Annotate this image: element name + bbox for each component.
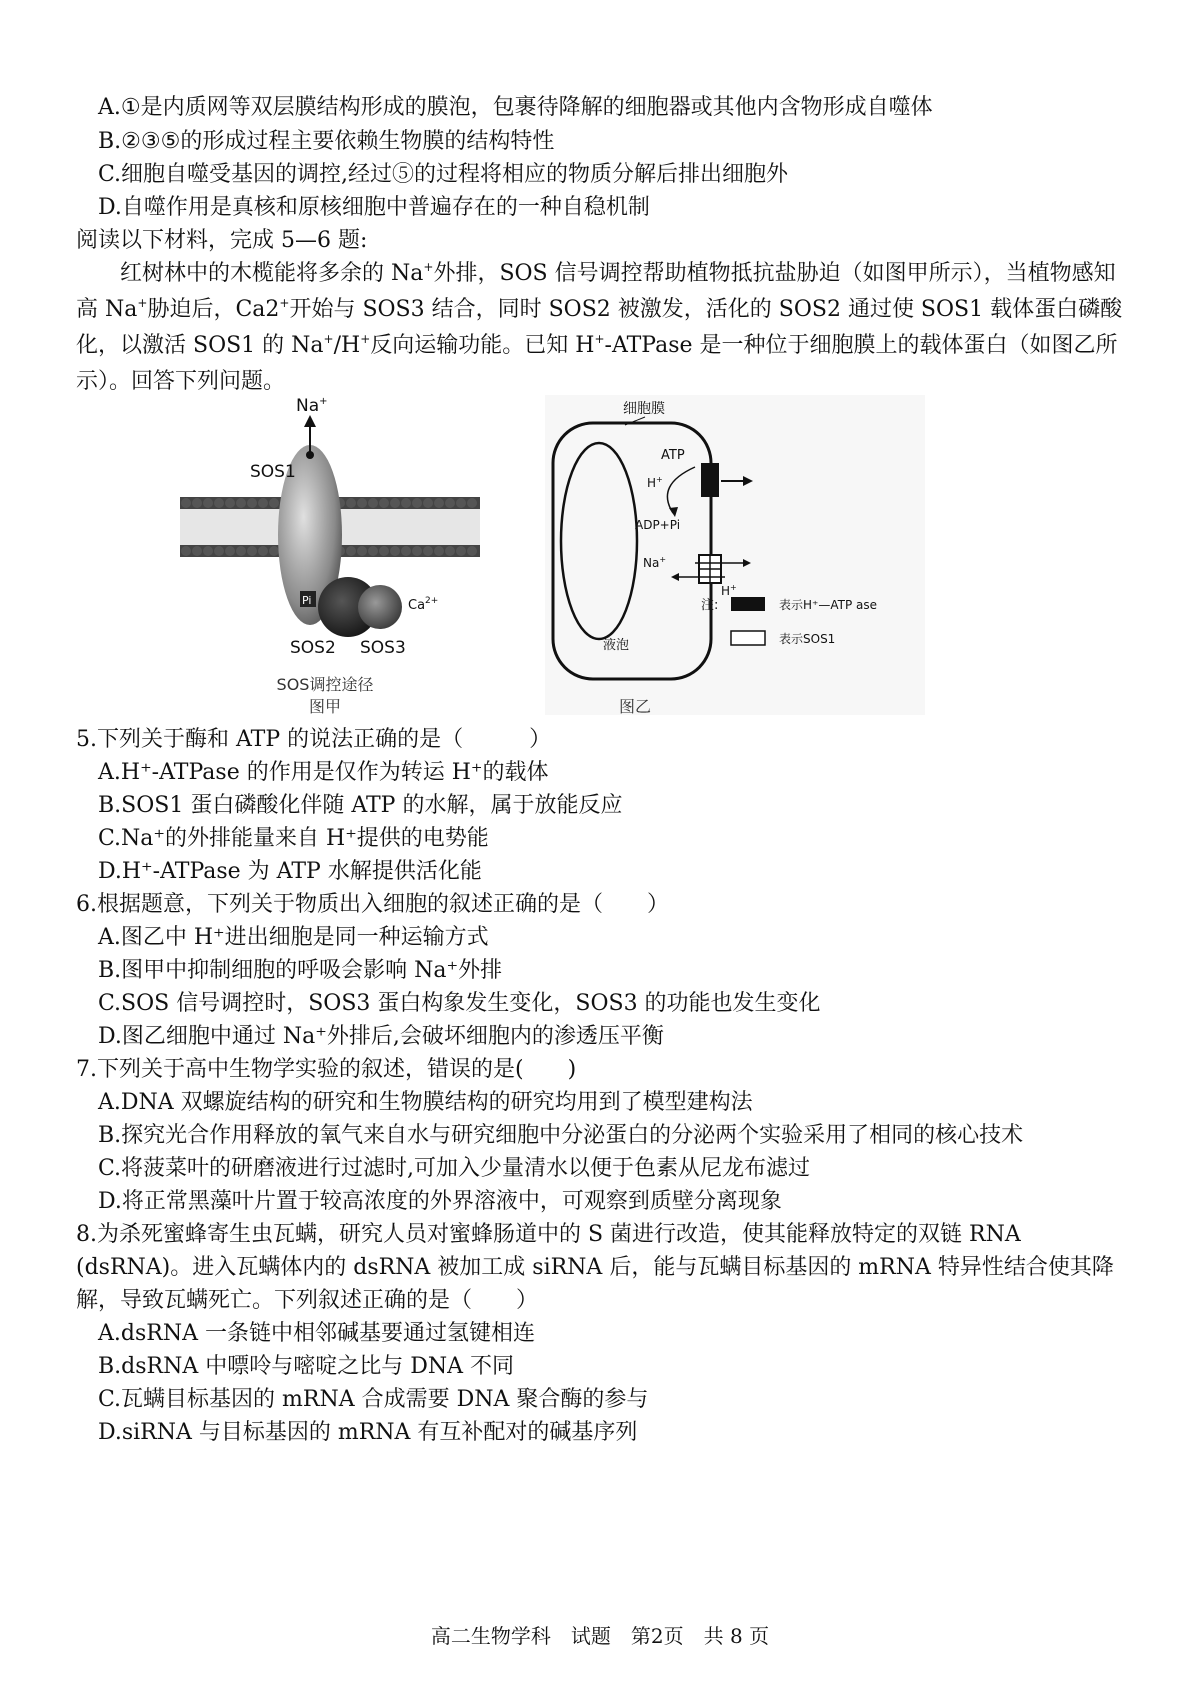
- q6-option-a: A.图乙中 H⁺进出细胞是同一种运输方式: [98, 925, 489, 950]
- h-label-bottom: H+: [721, 583, 737, 598]
- q5-stem: 5.下列关于酶和 ATP 的说法正确的是（ ）: [76, 727, 552, 752]
- q5-option-d: D.H⁺-ATPase 为 ATP 水解提供活化能: [98, 859, 482, 884]
- lipid-head: [467, 546, 477, 556]
- na-label-fig2: Na+: [643, 555, 667, 570]
- na-label: Na+: [296, 396, 328, 416]
- lipid-head: [203, 546, 213, 556]
- atp-label: ATP: [661, 448, 685, 463]
- q8-stem-line3: 解，导致瓦螨死亡。下列叙述正确的是（ ）: [76, 1288, 539, 1313]
- lipid-head: [357, 546, 367, 556]
- q4-option-c: C.细胞自噬受基因的调控,经过⑤的过程将相应的物质分解后排出细胞外: [98, 162, 789, 187]
- lipid-head: [203, 498, 213, 508]
- lipid-head: [247, 498, 257, 508]
- lipid-head: [181, 498, 191, 508]
- legend-atpase-swatch: [731, 597, 765, 611]
- lipid-head: [225, 546, 235, 556]
- q4-option-d: D.自噬作用是真核和原核细胞中普遍存在的一种自稳机制: [98, 195, 650, 220]
- q8-option-a: A.dsRNA 一条链中相邻碱基要通过氢键相连: [98, 1321, 535, 1346]
- lipid-head: [269, 546, 279, 556]
- lipid-head: [390, 546, 400, 556]
- lipid-head: [236, 498, 246, 508]
- q8-option-b: B.dsRNA 中嘌呤与嘧啶之比与 DNA 不同: [98, 1354, 514, 1379]
- lipid-head: [258, 498, 268, 508]
- lipid-head: [269, 498, 279, 508]
- vacuole-label: 液泡: [603, 638, 630, 653]
- material-intro: 阅读以下材料，完成 5—6 题:: [76, 228, 368, 253]
- lipid-head: [401, 546, 411, 556]
- lipid-head: [434, 498, 444, 508]
- figure-a-caption-1: SOS调控途径: [276, 675, 374, 694]
- q7-option-c: C.将菠菜叶的研磨液进行过滤时,可加入少量清水以便于色素从尼龙布滤过: [98, 1156, 811, 1181]
- lipid-head: [258, 546, 268, 556]
- lipid-head: [390, 498, 400, 508]
- lipid-head: [346, 498, 356, 508]
- q7-option-d: D.将正常黑藻叶片置于较高浓度的外界溶液中，可观察到质壁分离现象: [98, 1189, 782, 1214]
- lipid-head: [467, 498, 477, 508]
- lipid-head: [434, 546, 444, 556]
- lipid-head: [401, 498, 411, 508]
- lipid-head: [423, 498, 433, 508]
- q6-option-b: B.图甲中抑制细胞的呼吸会影响 Na⁺外排: [98, 958, 503, 983]
- q6-option-c: C.SOS 信号调控时，SOS3 蛋白构象发生变化，SOS3 的功能也发生变化: [98, 991, 821, 1016]
- lipid-head: [192, 546, 202, 556]
- lipid-head: [379, 546, 389, 556]
- figure-b-caption: 图乙: [618, 697, 651, 716]
- sos3-protein: [358, 585, 402, 629]
- q7-option-b: B.探究光合作用释放的氧气来自水与研究细胞中分泌蛋白的分泌两个实验采用了相同的核心技术: [98, 1123, 1024, 1148]
- q8-option-d: D.siRNA 与目标基因的 mRNA 有互补配对的碱基序列: [98, 1420, 638, 1445]
- sos3-label: SOS3: [360, 638, 406, 658]
- q7-option-a: A.DNA 双螺旋结构的研究和生物膜结构的研究均用到了模型建构法: [98, 1090, 753, 1115]
- ca-label: $Ca^{2+}$: [408, 596, 439, 613]
- h-label-top: H+: [647, 475, 663, 490]
- q4-option-b: B.②③⑤的形成过程主要依赖生物膜的结构特性: [98, 129, 555, 154]
- lipid-head: [236, 546, 246, 556]
- lipid-head: [192, 498, 202, 508]
- h-atpase-pump: [701, 463, 719, 497]
- lipid-head: [181, 546, 191, 556]
- material-paragraph: 红树林中的木榄能将多余的 Na+外排，SOS 信号调控帮助植物抵抗盐胁迫（如图甲所示），当植物感知高 Na+胁迫后，Ca2+开始与 SOS3 结合，同时 SOS2 被激发，活化的 SOS2 通过使 SOS1 载体蛋白磷酸化，以激活 SOS1 的 Na+/H+反向运输功能。已知 H+-ATPase 是一种位于细胞膜上的载体蛋白（如图乙所示）。回答下列问题。: [76, 260, 1123, 394]
- lipid-head: [368, 546, 378, 556]
- adp-label: ADP+Pi: [635, 518, 681, 532]
- lipid-head: [214, 546, 224, 556]
- q6-stem: 6.根据题意，下列关于物质出入细胞的叙述正确的是（ ）: [76, 892, 669, 917]
- lipid-head: [412, 546, 422, 556]
- q5-option-c: C.Na⁺的外排能量来自 H⁺提供的电势能: [98, 826, 489, 851]
- legend-sos1-label: 表示SOS1: [779, 632, 836, 646]
- q5-option-b: B.SOS1 蛋白磷酸化伴随 ATP 的水解，属于放能反应: [98, 793, 623, 818]
- lipid-head: [423, 546, 433, 556]
- q4-option-a: A.①是内质网等双层膜结构形成的膜泡，包裹待降解的细胞器或其他内含物形成自噬体: [98, 95, 933, 120]
- q5-option-a: A.H⁺-ATPase 的作用是仅作为转运 H⁺的载体: [98, 760, 549, 785]
- pi-label: Pi: [302, 594, 312, 607]
- sos2-label: SOS2: [290, 638, 336, 658]
- lipid-head: [445, 546, 455, 556]
- lipid-head: [412, 498, 422, 508]
- lipid-head: [214, 498, 224, 508]
- lipid-head: [346, 546, 356, 556]
- sos1-label: SOS1: [250, 462, 296, 482]
- q8-stem-line2: (dsRNA)。进入瓦螨体内的 dsRNA 被加工成 siRNA 后，能与瓦螨目标基因的 mRNA 特异性结合使其降: [76, 1255, 1114, 1280]
- figure-cell-transport: [545, 395, 925, 715]
- lipid-head: [247, 546, 257, 556]
- lipid-head: [225, 498, 235, 508]
- page-footer: 高二生物学科 试题 第2页 共 8 页: [430, 1624, 770, 1648]
- membrane-label: 细胞膜: [623, 401, 665, 417]
- lipid-head: [456, 498, 466, 508]
- lipid-head: [357, 498, 367, 508]
- lipid-head: [445, 498, 455, 508]
- q7-stem: 7.下列关于高中生物学实验的叙述，错误的是( ): [76, 1057, 577, 1082]
- lipid-head: [368, 498, 378, 508]
- figure-sos-pathway: [180, 395, 480, 715]
- q8-stem-line1: 8.为杀死蜜蜂寄生虫瓦螨，研究人员对蜜蜂肠道中的 S 菌进行改造，使其能释放特定的双链 RNA: [76, 1222, 1021, 1247]
- note-label: 注:: [701, 598, 719, 613]
- figure-a-caption-2: 图甲: [308, 697, 341, 716]
- lipid-head: [456, 546, 466, 556]
- q8-option-c: C.瓦螨目标基因的 mRNA 合成需要 DNA 聚合酶的参与: [98, 1387, 649, 1412]
- legend-atpase-label: 表示H⁺—ATP ase: [779, 598, 878, 612]
- q6-option-d: D.图乙细胞中通过 Na⁺外排后,会破坏细胞内的渗透压平衡: [98, 1024, 664, 1049]
- lipid-head: [379, 498, 389, 508]
- legend-sos1-swatch: [731, 631, 765, 645]
